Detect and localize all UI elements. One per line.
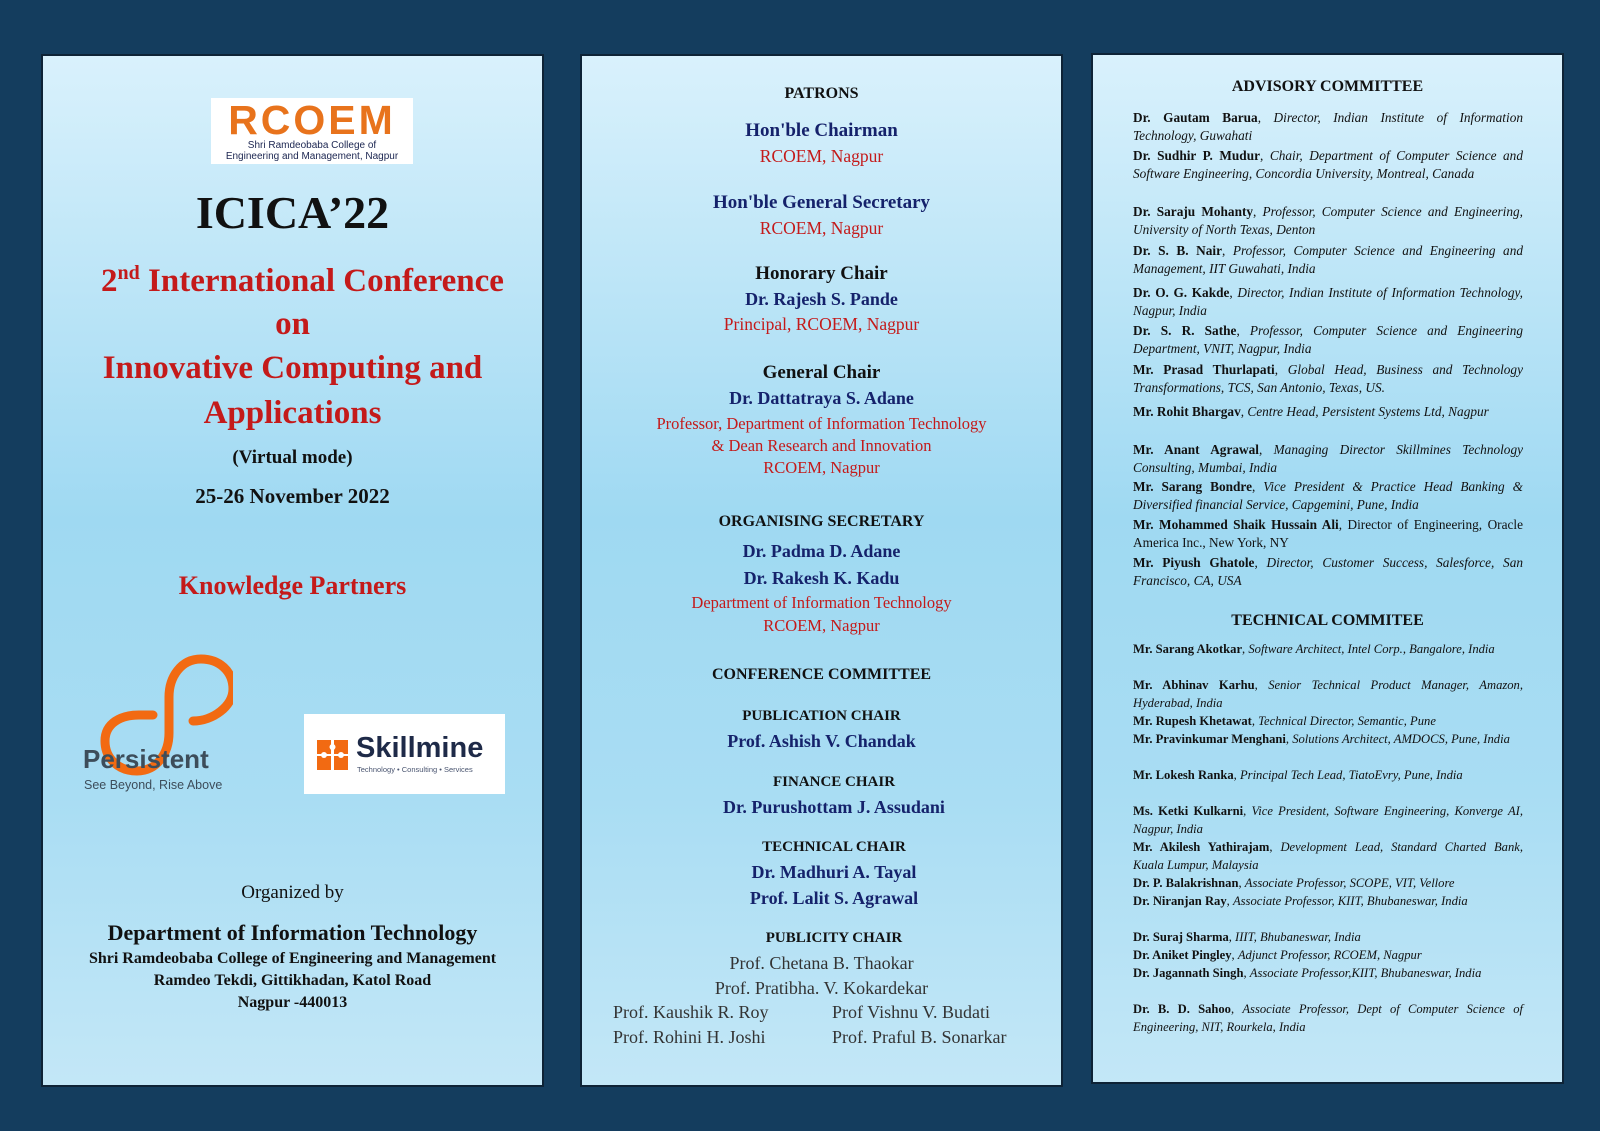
honorary-chair-designation: Principal, RCOEM, Nagpur <box>723 314 920 334</box>
organising-secretary-name2: Dr. Rakesh K. Kadu <box>743 568 900 588</box>
conference-committee-title: CONFERENCE COMMITTEE <box>711 666 932 683</box>
persistent-name: Persistent <box>83 744 209 774</box>
advisory-member: Mr. Anant Agrawal, Managing Director Skillmines Technology Consulting, Mumbai, India <box>1133 442 1524 475</box>
rcoem-logo-name: RCOEM <box>228 97 396 143</box>
technical-chair-name2: Prof. Lalit S. Agrawal <box>749 888 919 908</box>
ordinal-number: 2 <box>101 263 118 299</box>
conference-acronym: ICICA’22 <box>195 187 390 238</box>
advisory-member: Mr. Sarang Bondre, Vice President & Practice Head Banking & Diversified financial Service, Capgemini, Pune, India <box>1133 479 1524 512</box>
organising-secretary-name1: Dr. Padma D. Adane <box>742 541 901 561</box>
organising-secretary-org: RCOEM, Nagpur <box>763 616 880 635</box>
advisory-committee-title: ADVISORY COMMITTEE <box>1231 78 1424 95</box>
technical-member: Dr. Niranjan Ray, Associate Professor, KIIT, Bhubaneswar, India <box>1133 894 1468 908</box>
advisory-member: Mr. Mohammed Shaik Hussain Ali, Director of Engineering, Oracle America Inc., New York, NY <box>1133 517 1523 550</box>
knowledge-partners-title: Knowledge Partners <box>178 571 407 600</box>
ordinal-suffix: nd <box>117 262 140 284</box>
organizing-college: Shri Ramdeobaba College of Engineering and Management <box>88 950 497 967</box>
advisory-member: Dr. S. B. Nair, Professor, Computer Science and Engineering and Management, IIT Guwahati, India <box>1133 243 1523 276</box>
skillmine-name: Skillmine <box>356 732 484 764</box>
general-chair-title: General Chair <box>762 362 881 383</box>
advisory-member: Dr. Sudhir P. Mudur, Chair, Department of Computer Science and Software Engineering, Concordia University, Montreal, Canada <box>1133 148 1523 181</box>
general-chair-desig-line1: Professor, Department of Information Technology <box>656 414 987 433</box>
conference-mode: (Virtual mode) <box>232 447 353 468</box>
technical-member: Mr. Lokesh Ranka, Principal Tech Lead, TiatoEvry, Pune, India <box>1133 768 1463 782</box>
technical-member: Dr. B. D. Sahoo, Associate Professor, Dept of Computer Science of Engineering, NIT, Rourkela, India <box>1133 1002 1523 1034</box>
technical-chair-title: TECHNICAL CHAIR <box>762 839 906 855</box>
advisory-member: Mr. Rohit Bhargav, Centre Head, Persistent Systems Ltd, Nagpur <box>1133 404 1489 419</box>
honorary-chair-name: Dr. Rajesh S. Pande <box>745 289 898 309</box>
advisory-member: Dr. S. R. Sathe, Professor, Computer Science and Engineering Department, VNIT, Nagpur, India <box>1133 323 1523 356</box>
advisory-member: Dr. Saraju Mohanty, Professor, Computer Science and Engineering, University of North Texas, Denton <box>1133 204 1523 237</box>
technical-member: Dr. Aniket Pingley, Adjunct Professor, RCOEM, Nagpur <box>1133 948 1422 962</box>
heading-international-conference: International Conference <box>148 263 504 299</box>
advisory-technical-panel <box>1091 53 1564 1084</box>
rcoem-logo-line2: Engineering and Management, Nagpur <box>225 151 399 162</box>
finance-chair-name: Dr. Purushottam J. Assudani <box>723 797 945 817</box>
technical-member: Mr. Abhinav Karhu, Senior Technical Product Manager, Amazon, Hyderabad, India <box>1133 678 1524 710</box>
conference-dates: 25-26 November 2022 <box>195 484 390 508</box>
general-chair-desig-line2: & Dean Research and Innovation <box>711 436 932 455</box>
skillmine-logo <box>304 714 505 794</box>
general-secretary-role: Hon'ble General Secretary <box>712 192 931 213</box>
brochure-cover-panel <box>41 54 544 1087</box>
chairman-org: RCOEM, Nagpur <box>759 146 884 166</box>
general-secretary-org: RCOEM, Nagpur <box>759 218 884 238</box>
publication-chair-name: Prof. Ashish V. Chandak <box>727 731 916 751</box>
technical-member: Dr. Jagannath Singh, Associate Professor,KIIT, Bhubaneswar, India <box>1133 966 1482 980</box>
general-chair-name: Dr. Dattatraya S. Adane <box>729 388 914 408</box>
publicity-member-3: Prof. Kaushik R. Roy <box>613 1002 769 1022</box>
publicity-member-6: Prof. Praful B. Sonarkar <box>832 1027 1007 1047</box>
general-chair-desig-line3: RCOEM, Nagpur <box>763 458 880 477</box>
skillmine-tagline: Technology • Consulting • Services <box>357 765 473 774</box>
publicity-member-1: Prof. Chetana B. Thaokar <box>729 953 914 973</box>
rcoem-logo-line1: Shri Ramdeobaba College of <box>247 140 377 151</box>
finance-chair-title: FINANCE CHAIR <box>772 774 896 790</box>
conference-heading-line2: on <box>275 306 310 342</box>
persistent-logo-icon <box>83 641 233 801</box>
skillmine-puzzle-icon <box>315 736 351 772</box>
publicity-member-4: Prof Vishnu V. Budati <box>832 1002 990 1022</box>
address-line1: Ramdeo Tekdi, Gittikhadan, Katol Road <box>153 972 432 989</box>
address-line2: Nagpur -440013 <box>237 994 348 1011</box>
publicity-member-5: Prof. Rohini H. Joshi <box>613 1027 766 1047</box>
chairman-role: Hon'ble Chairman <box>745 120 898 141</box>
conference-heading-line1 <box>63 262 542 300</box>
technical-member: Mr. Pravinkumar Menghani, Solutions Architect, AMDOCS, Pune, India <box>1133 732 1510 746</box>
patrons-title: PATRONS <box>784 85 859 102</box>
organising-secretary-dept: Department of Information Technology <box>691 593 952 612</box>
advisory-member: Dr. O. G. Kakde, Director, Indian Institute of Information Technology, Nagpur, India <box>1133 285 1523 318</box>
publicity-chair-title: PUBLICITY CHAIR <box>765 930 903 946</box>
organizing-department: Department of Information Technology <box>107 920 478 945</box>
advisory-member: Dr. Gautam Barua, Director, Indian Institute of Information Technology, Guwahati <box>1133 110 1523 143</box>
organising-secretary-title: ORGANISING SECRETARY <box>718 513 925 530</box>
committee-panel <box>580 54 1063 1087</box>
technical-chair-name1: Dr. Madhuri A. Tayal <box>751 862 917 882</box>
technical-member: Mr. Rupesh Khetawat, Technical Director, Semantic, Pune <box>1133 714 1436 728</box>
conference-heading-line4: Applications <box>203 395 382 431</box>
advisory-member: Mr. Prasad Thurlapati, Global Head, Business and Technology Transformations, TCS, San Antonio, Texas, US. <box>1133 362 1523 395</box>
technical-member: Ms. Ketki Kulkarni, Vice President, Software Engineering, Konverge AI, Nagpur, India <box>1133 804 1523 836</box>
rcoem-logo <box>211 98 413 164</box>
organized-by-label: Organized by <box>241 882 344 903</box>
technical-member: Mr. Sarang Akotkar, Software Architect, Intel Corp., Bangalore, India <box>1133 642 1495 656</box>
persistent-tagline: See Beyond, Rise Above <box>84 778 223 792</box>
advisory-member: Mr. Piyush Ghatole, Director, Customer Success, Salesforce, San Francisco, CA, USA <box>1133 555 1523 588</box>
technical-member: Mr. Akilesh Yathirajam, Development Lead, Standard Charted Bank, Kuala Lumpur, Malaysia <box>1133 840 1523 872</box>
technical-committee-title: TECHNICAL COMMITEE <box>1231 612 1424 629</box>
publicity-member-2: Prof. Pratibha. V. Kokardekar <box>714 978 929 998</box>
conference-heading-line3: Innovative Computing and <box>102 350 483 386</box>
publication-chair-title: PUBLICATION CHAIR <box>742 708 901 724</box>
technical-member: Dr. P. Balakrishnan, Associate Professor, SCOPE, VIT, Vellore <box>1133 876 1455 890</box>
honorary-chair-title: Honorary Chair <box>755 263 888 284</box>
technical-member: Dr. Suraj Sharma, IIIT, Bhubaneswar, India <box>1133 930 1361 944</box>
